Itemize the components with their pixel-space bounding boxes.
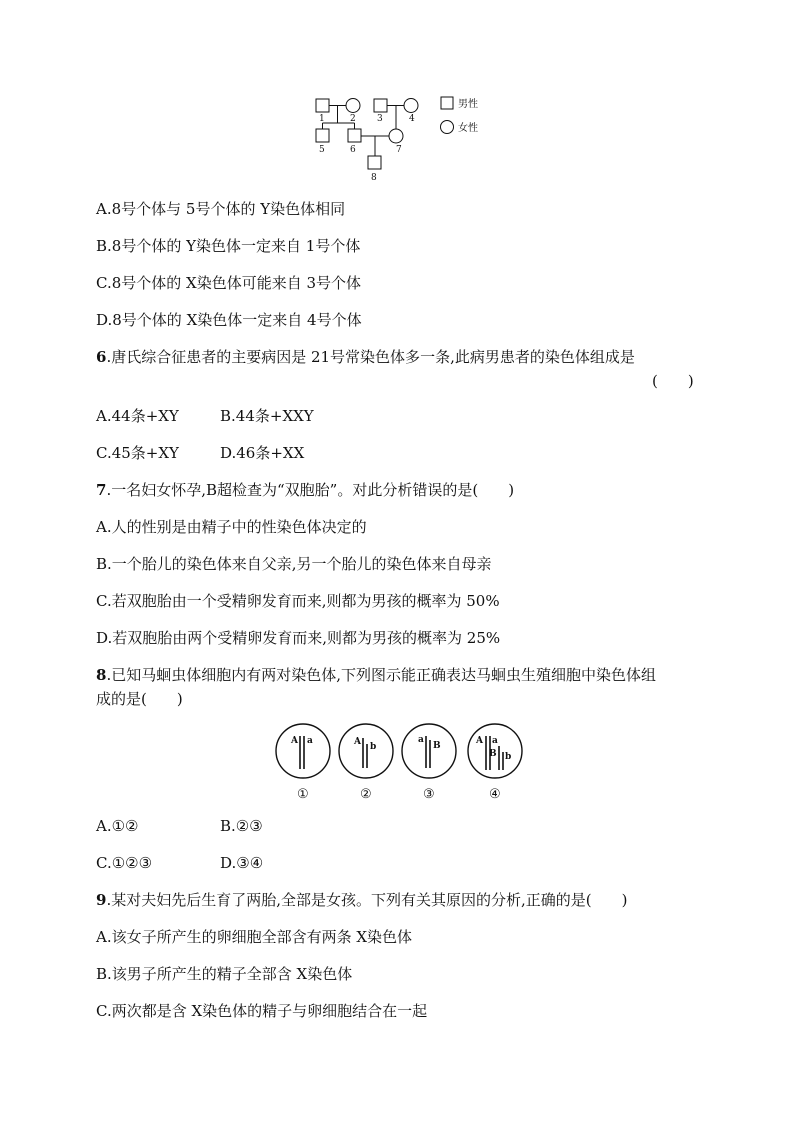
cell-1 xyxy=(276,724,330,778)
q8-row-2 xyxy=(96,854,264,872)
individual-2-female xyxy=(346,99,360,113)
cell-1-gene-2: a xyxy=(307,736,313,746)
q6-answer-paren: ( ) xyxy=(652,372,694,390)
cell-1-gene-1: A xyxy=(291,736,298,746)
cell-4-label: ④ xyxy=(489,787,501,802)
q9-option-c: C.两次都是含 X染色体的精子与卵细胞结合在一起 xyxy=(96,1002,428,1020)
legend-female-circle xyxy=(441,121,454,134)
q9-option-b: B.该男子所产生的精子全部含 X染色体 xyxy=(96,965,353,983)
q7-option-b: B.一个胎儿的染色体来自父亲,另一个胎儿的染色体来自母亲 xyxy=(96,555,492,573)
label-7: 7 xyxy=(396,145,402,155)
q7-option-a: A.人的性别是由精子中的性染色体决定的 xyxy=(96,518,367,536)
q7-number: 7 xyxy=(96,481,107,499)
cell-3-label: ③ xyxy=(423,787,435,802)
pedigree-chart xyxy=(300,90,500,185)
label-1: 1 xyxy=(319,114,325,124)
q7-option-d: D.若双胞胎由两个受精卵发育而来,则都为男孩的概率为 25% xyxy=(96,629,501,647)
cell-3 xyxy=(402,724,456,778)
cell-3-gene-2: B xyxy=(433,741,441,751)
label-2: 2 xyxy=(350,114,356,124)
cell-4-gene-3: B xyxy=(489,749,497,759)
q6-row-2 xyxy=(96,444,305,462)
q6-number: 6 xyxy=(96,348,107,366)
q7-stem xyxy=(96,481,514,499)
cell-4-gene-2: a xyxy=(492,736,498,746)
label-8: 8 xyxy=(371,173,377,183)
q6-option-a: A.44条+XY xyxy=(96,407,179,425)
q8-stem-line2: 成的是( ) xyxy=(96,690,183,708)
label-6: 6 xyxy=(350,145,356,155)
q7-option-c: C.若双胞胎由一个受精卵发育而来,则都为男孩的概率为 50% xyxy=(96,592,500,610)
cell-2-label: ② xyxy=(360,787,372,802)
q5-option-d: D.8号个体的 X染色体一定来自 4号个体 xyxy=(96,311,362,329)
q6-option-c: C.45条+XY xyxy=(96,444,179,462)
label-5: 5 xyxy=(319,145,325,155)
cell-4-gene-1: A xyxy=(476,736,483,746)
individual-6-male xyxy=(348,129,361,142)
q6-stem xyxy=(96,348,635,366)
q7-stem-text: .一名妇女怀孕,B超检查为“双胞胎”。对此分析错误的是( ) xyxy=(106,481,515,499)
q9-stem xyxy=(96,891,627,909)
q8-option-b: B.②③ xyxy=(220,817,263,835)
individual-4-female xyxy=(404,99,418,113)
q6-option-d: D.46条+XX xyxy=(220,444,305,462)
q6-option-b: B.44条+XXY xyxy=(220,407,314,425)
cell-2 xyxy=(339,724,393,778)
individual-1-male xyxy=(316,99,329,112)
q5-option-a: A.8号个体与 5号个体的 Y染色体相同 xyxy=(96,200,346,218)
individual-5-male xyxy=(316,129,329,142)
q9-stem-text: .某对夫妇先后生育了两胎,全部是女孩。下列有关其原因的分析,正确的是( ) xyxy=(106,891,628,909)
q5-option-c: C.8号个体的 X染色体可能来自 3号个体 xyxy=(96,274,362,292)
q5-option-b: B.8号个体的 Y染色体一定来自 1号个体 xyxy=(96,237,361,255)
q9-number: 9 xyxy=(96,891,107,909)
legend-male-square xyxy=(441,97,453,109)
q6-row-1 xyxy=(96,407,314,425)
cell-2-gene-1: A xyxy=(354,737,361,747)
q8-stem-text-1: .已知马蛔虫体细胞内有两对染色体,下列图示能正确表达马蛔虫生殖细胞中染色体组 xyxy=(106,666,656,684)
legend-female-label: 女性 xyxy=(458,123,478,134)
q8-row-1 xyxy=(96,817,263,835)
q8-option-a: A.①② xyxy=(96,817,139,835)
individual-3-male xyxy=(374,99,387,112)
cell-1-label: ① xyxy=(297,787,309,802)
cell-4-gene-4: b xyxy=(505,752,512,762)
q8-number: 8 xyxy=(96,666,107,684)
q8-stem-line1 xyxy=(96,666,656,684)
q9-option-a: A.该女子所产生的卵细胞全部含有两条 X染色体 xyxy=(96,928,413,946)
chromosome-cells-figure xyxy=(270,722,530,804)
label-4: 4 xyxy=(409,114,415,124)
cell-3-gene-1: a xyxy=(418,735,424,745)
cell-2-gene-2: b xyxy=(370,742,377,752)
q6-stem-text: .唐氏综合征患者的主要病因是 21号常染色体多一条,此病男患者的染色体组成是 xyxy=(106,348,635,366)
label-3: 3 xyxy=(377,114,383,124)
individual-7-female xyxy=(389,129,403,143)
q8-option-d: D.③④ xyxy=(220,854,264,872)
legend-male-label: 男性 xyxy=(458,99,478,110)
q8-option-c: C.①②③ xyxy=(96,854,153,872)
individual-8-male xyxy=(368,156,381,169)
